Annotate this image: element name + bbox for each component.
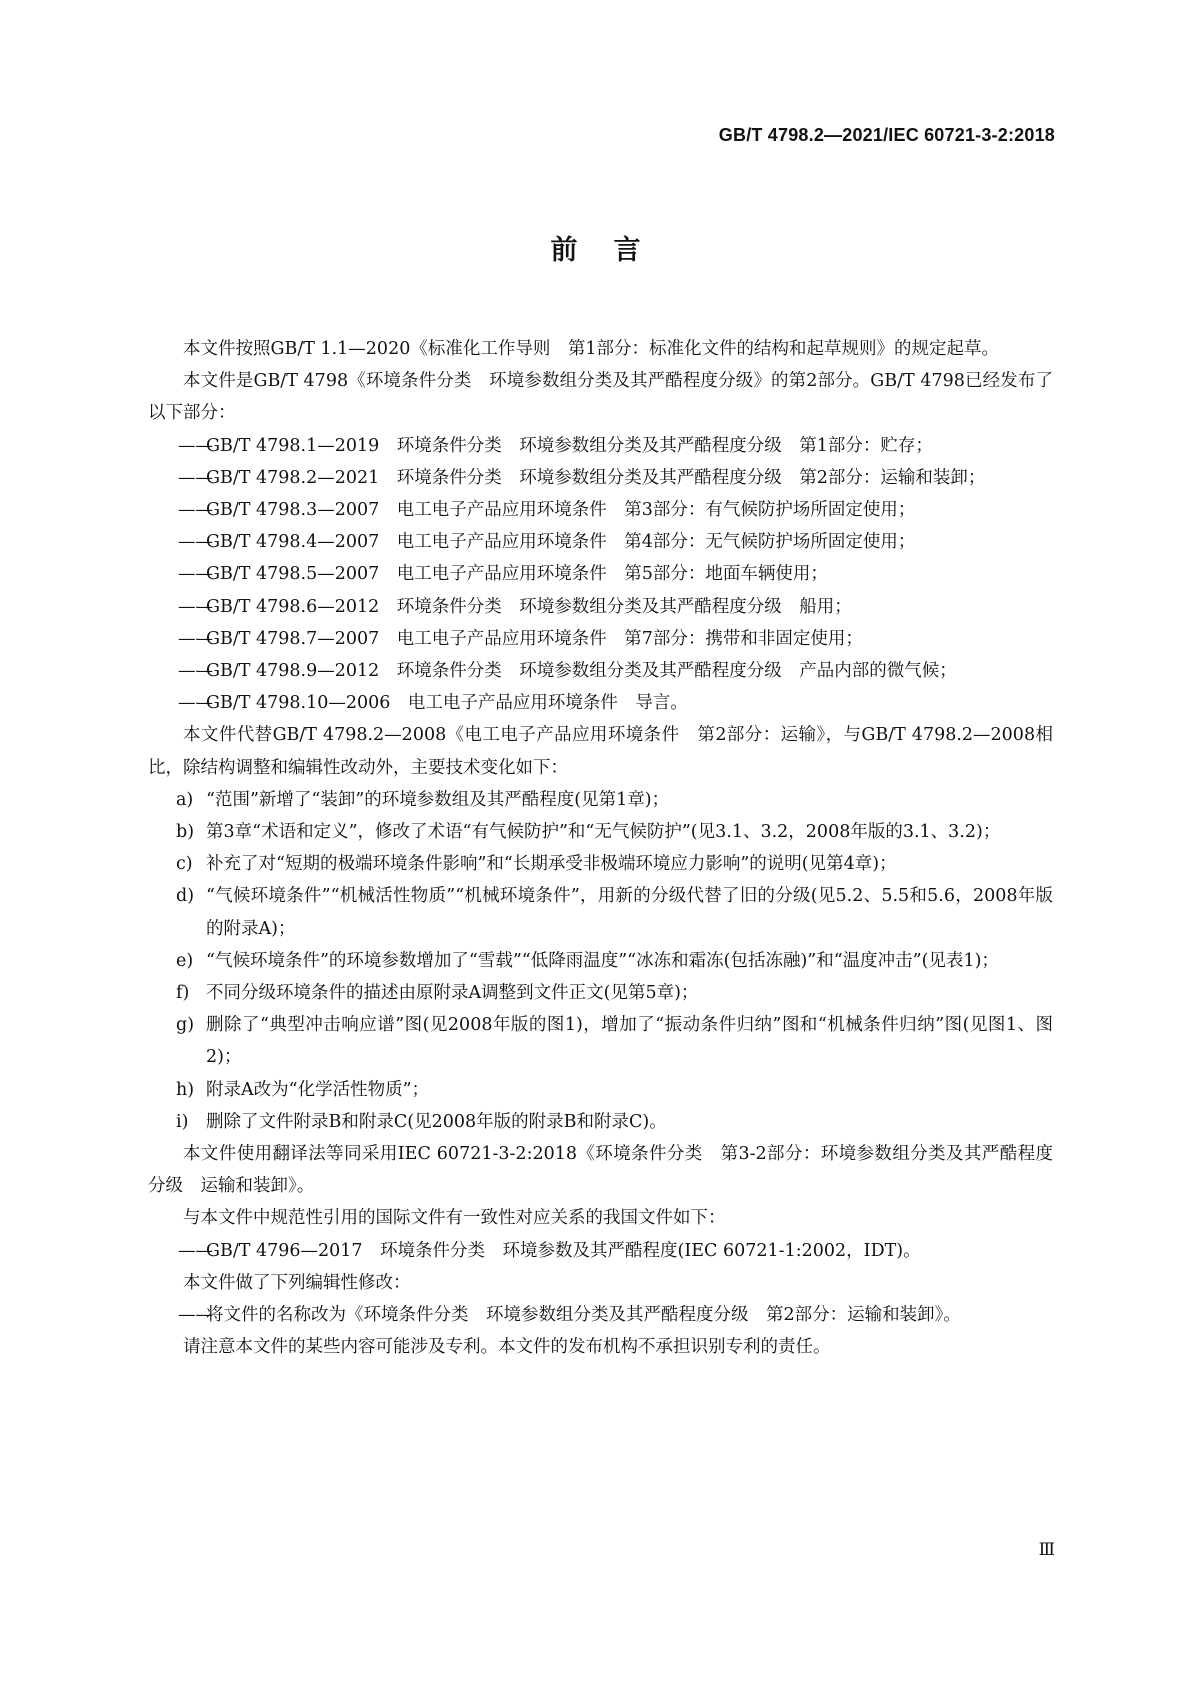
translation-paragraph: 本文件使用翻译法等同采用IEC 60721-3-2:2018《环境条件分类 第3-2部分：环境参数组分类及其严酷程度分级 运输和装卸》。 [148,1144,1053,1197]
dash-marker: —— [178,564,213,585]
change-item: h) 附录A改为“化学活性物质”； [148,1074,1053,1106]
replacement-paragraph: 本文件代替GB/T 4798.2—2008《电工电子产品应用环境条件 第2部分：运输》，与GB/T 4798.2—2008相比，除结构调整和编辑性改动外，主要技术变化如下： [148,725,1053,778]
item-marker: d) [176,886,195,907]
editorial-paragraph: 本文件做了下列编辑性修改： [183,1272,411,1293]
series-intro-paragraph: 本文件是GB/T 4798《环境条件分类 环境参数组分类及其严酷程度分级》的第2部分。GB/T 4798已经发布了以下部分： [148,371,1053,424]
page-title: 前言 [550,235,677,266]
dash-marker: —— [178,467,213,488]
item-marker: e) [176,950,194,971]
list-item: —— GB/T 4798.5—2007 电工电子产品应用环境条件 第5部分：地面车辆使用； [148,558,1053,590]
change-item: d) “气候环境条件”“机械活性物质”“机械环境条件”，用新的分级代替了旧的分级(见5.2、5.5和5.6，2008年版的附录A)； [148,880,1053,944]
item-marker: i) [176,1111,189,1132]
drafting-rules-paragraph: 本文件按照GB/T 1.1—2020《标准化工作导则 第1部分：标准化文件的结构和起草规则》的规定起草。 [183,339,999,359]
page-number: Ⅲ [1038,1540,1055,1560]
list-item: —— GB/T 4798.9—2012 环境条件分类 环境参数组分类及其严酷程度分级 产品内部的微气候； [148,655,1053,687]
dash-marker: —— [178,435,213,456]
change-item: g) 删除了“典型冲击响应谱”图(见2008年版的图1)，增加了“振动条件归纳”图和“机械条件归纳”图(见图1、图2)； [148,1009,1053,1073]
item-marker: f) [176,983,190,1004]
item-marker: b) [176,822,195,843]
dash-marker: —— [178,1305,213,1326]
list-item: —— GB/T 4796—2017 环境条件分类 环境参数及其严酷程度(IEC 60721-1:2002，IDT)。 [148,1235,1053,1267]
change-item: c) 补充了对“短期的极端环境条件影响”和“长期承受非极端环境应力影响”的说明(见第4章)； [148,848,1053,880]
item-marker: a) [176,789,194,810]
dash-marker: —— [178,693,213,714]
change-item: a) “范围”新增了“装卸”的环境参数组及其严酷程度(见第1章)； [148,784,1053,816]
list-item: —— GB/T 4798.10—2006 电工电子产品应用环境条件 导言。 [148,687,1053,719]
item-marker: g) [176,1015,195,1036]
list-item: —— GB/T 4798.1—2019 环境条件分类 环境参数组分类及其严酷程度分级 第1部分：贮存； [148,430,1053,462]
change-item: e) “气候环境条件”的环境参数增加了“雪载”“低降雨温度”“冰冻和霜冻(包括冻融)”和“温度冲击”(见表1)； [148,945,1053,977]
list-item: —— GB/T 4798.4—2007 电工电子产品应用环境条件 第4部分：无气候防护场所固定使用； [148,526,1053,558]
parts-list [148,430,1053,720]
dash-marker: —— [178,500,213,521]
list-item: —— GB/T 4798.7—2007 电工电子产品应用环境条件 第7部分：携带和非固定使用； [148,623,1053,655]
standard-code-header: GB/T 4798.2—2021/IEC 60721-3-2:2018 [718,125,1055,145]
correspondence-paragraph: 与本文件中规范性引用的国际文件有一致性对应关系的我国文件如下： [183,1208,726,1229]
dash-marker: —— [178,661,213,682]
list-item: —— GB/T 4798.6—2012 环境条件分类 环境参数组分类及其严酷程度分级 船用； [148,591,1053,623]
change-item: b) 第3章“术语和定义”，修改了术语“有气候防护”和“无气候防护”(见3.1、3.2，2008年版的3.1、3.2)； [148,816,1053,848]
document-body [148,333,1053,1364]
item-marker: c) [176,854,193,875]
dash-marker: —— [178,628,213,649]
list-item: —— 将文件的名称改为《环境条件分类 环境参数组分类及其严酷程度分级 第2部分：运输和装卸》。 [148,1299,1053,1331]
change-item: i) 删除了文件附录B和附录C(见2008年版的附录B和附录C)。 [148,1106,1053,1138]
list-item: —— GB/T 4798.2—2021 环境条件分类 环境参数组分类及其严酷程度分级 第2部分：运输和装卸； [148,462,1053,494]
changes-list [148,784,1053,1138]
item-marker: h) [176,1079,195,1100]
patent-paragraph: 请注意本文件的某些内容可能涉及专利。本文件的发布机构不承担识别专利的责任。 [183,1337,831,1358]
dash-marker: —— [178,532,213,553]
change-item: f) 不同分级环境条件的描述由原附录A调整到文件正文(见第5章)； [148,977,1053,1009]
dash-marker: —— [178,596,213,617]
list-item: —— GB/T 4798.3—2007 电工电子产品应用环境条件 第3部分：有气候防护场所固定使用； [148,494,1053,526]
dash-marker: —— [178,1240,213,1261]
